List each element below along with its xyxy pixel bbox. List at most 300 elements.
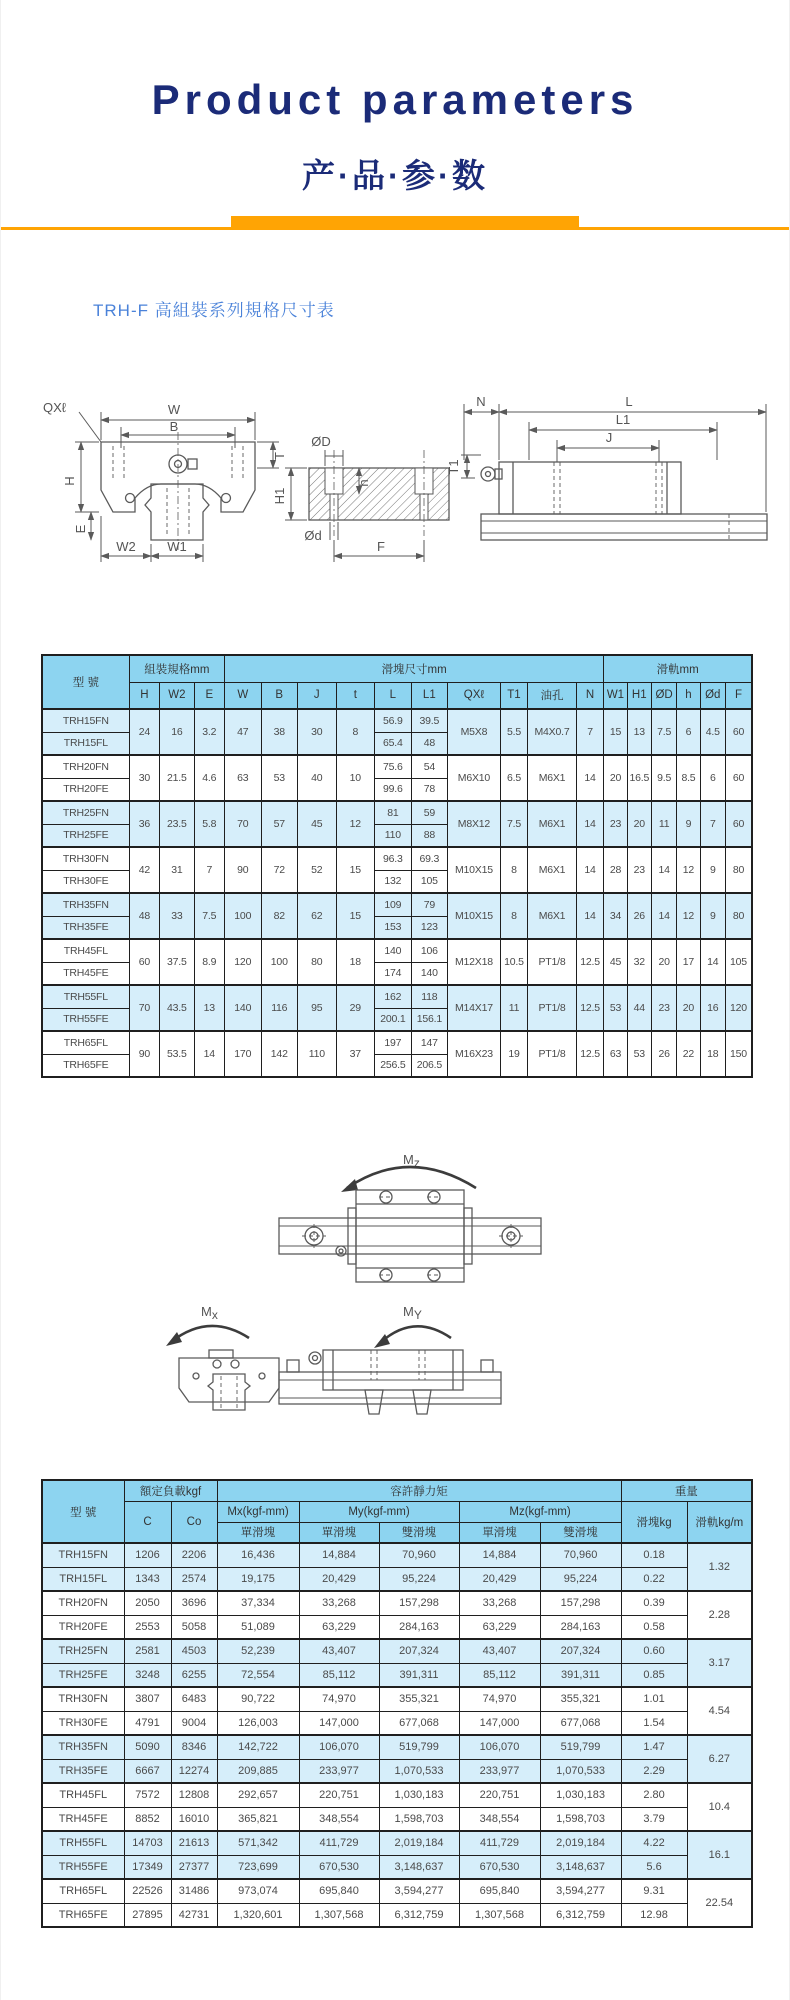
cell: 3,594,277: [379, 1879, 459, 1903]
cell: 120: [725, 985, 752, 1031]
cell: 45: [604, 939, 627, 985]
page-title-en: Product parameters: [151, 76, 639, 123]
cell: 70: [225, 801, 262, 847]
cell: 72,554: [217, 1663, 299, 1687]
cell: 19,175: [217, 1567, 299, 1591]
model-cell: TRH65FL: [42, 1879, 124, 1903]
table-header-row: [42, 655, 752, 682]
cell: 18: [336, 939, 375, 985]
cell: 33,268: [459, 1591, 540, 1615]
cell: 2581: [124, 1639, 171, 1663]
cell: 34: [604, 893, 627, 939]
cell: 6483: [171, 1687, 217, 1711]
cell: 100: [261, 939, 298, 985]
cell: 140: [225, 985, 262, 1031]
model-cell: TRH55FL: [42, 985, 129, 1008]
header-moment: My(kgf-mm): [299, 1501, 459, 1522]
cell: 292,657: [217, 1783, 299, 1807]
cell: 6: [677, 709, 700, 755]
model-cell: TRH25FN: [42, 1639, 124, 1663]
cell: 220,751: [299, 1783, 379, 1807]
cell: 11: [651, 801, 676, 847]
dimension-diagram: [29, 300, 769, 600]
cell: 90: [129, 1031, 159, 1077]
cell: 157,298: [540, 1591, 621, 1615]
table-row: [42, 893, 752, 916]
cell: PT1/8: [528, 1031, 577, 1077]
cell: 519,799: [540, 1735, 621, 1759]
cell: 106,070: [459, 1735, 540, 1759]
model-cell: TRH65FE: [42, 1903, 124, 1927]
header-cell: H1: [627, 682, 651, 709]
header-cell: Co: [171, 1501, 217, 1543]
cell: 10: [336, 755, 375, 801]
cell: 15: [336, 893, 375, 939]
table-row: [42, 1031, 752, 1054]
cell: 256.5: [375, 1054, 412, 1077]
rail-weight-cell: 16.1: [687, 1831, 752, 1879]
cell: 1,320,601: [217, 1903, 299, 1927]
header-cell: 滑軌kg/m: [687, 1501, 752, 1543]
moment-diagram: [151, 1118, 651, 1450]
cell: 60: [129, 939, 159, 985]
cell: M12X18: [448, 939, 501, 985]
cell: 3248: [124, 1663, 171, 1687]
cell: 6,312,759: [540, 1903, 621, 1927]
cell: 96.3: [375, 847, 412, 870]
cell: 16.5: [627, 755, 651, 801]
header-cell: W: [225, 682, 262, 709]
cell: 147,000: [299, 1711, 379, 1735]
cell: 14703: [124, 1831, 171, 1855]
cell: 3.2: [194, 709, 224, 755]
cell: 70,960: [540, 1543, 621, 1567]
cell: 105: [411, 870, 448, 893]
model-cell: TRH35FE: [42, 916, 129, 939]
cell: 74,970: [459, 1687, 540, 1711]
cell: 57: [261, 801, 298, 847]
cell: 21613: [171, 1831, 217, 1855]
table-row: [42, 1663, 752, 1687]
dim-label-od-bot: Ød: [304, 528, 322, 543]
cell: 7.5: [194, 893, 224, 939]
model-cell: TRH30FN: [42, 847, 129, 870]
cell: 85,112: [299, 1663, 379, 1687]
dim-label-l1: L1: [615, 412, 631, 427]
cell: 8: [500, 893, 527, 939]
cell: 24: [129, 709, 159, 755]
header-cell: L: [375, 682, 412, 709]
cell: 12.5: [576, 985, 603, 1031]
cell: 156.1: [411, 1008, 448, 1031]
cell: 82: [261, 893, 298, 939]
cell: 147,000: [459, 1711, 540, 1735]
cell: 48: [411, 732, 448, 755]
model-cell: TRH20FE: [42, 778, 129, 801]
cell: 355,321: [379, 1687, 459, 1711]
model-cell: TRH15FL: [42, 732, 129, 755]
cell: 14,884: [299, 1543, 379, 1567]
header-cell: J: [298, 682, 337, 709]
cell: 110: [298, 1031, 337, 1077]
cell: 1.01: [621, 1687, 687, 1711]
cell: 20: [651, 939, 676, 985]
cell: 7.5: [500, 801, 527, 847]
cell: 20: [604, 755, 627, 801]
cell: 3807: [124, 1687, 171, 1711]
rail-weight-cell: 6.27: [687, 1735, 752, 1783]
cell: 170: [225, 1031, 262, 1077]
dim-label-h1: H1: [272, 487, 287, 505]
table-row: [42, 1855, 752, 1879]
cell: 695,840: [459, 1879, 540, 1903]
cell: 695,840: [299, 1879, 379, 1903]
cell: PT1/8: [528, 939, 577, 985]
cell: 95: [298, 985, 337, 1031]
cell: 6.5: [500, 755, 527, 801]
cell: 31: [160, 847, 194, 893]
rail-weight-cell: 10.4: [687, 1783, 752, 1831]
model-cell: TRH65FL: [42, 1031, 129, 1054]
cell: 47: [225, 709, 262, 755]
model-cell: TRH15FN: [42, 709, 129, 732]
table-row: [42, 939, 752, 962]
cell: 56.9: [375, 709, 412, 732]
cell: 70,960: [379, 1543, 459, 1567]
cell: 51,089: [217, 1615, 299, 1639]
cell: M10X15: [448, 893, 501, 939]
cell: 391,311: [540, 1663, 621, 1687]
cell: 142,722: [217, 1735, 299, 1759]
cell: 5.6: [621, 1855, 687, 1879]
table-row: [42, 1615, 752, 1639]
header-model: 型 號: [42, 1480, 124, 1543]
cell: 1.47: [621, 1735, 687, 1759]
dim-label-w1: W1: [167, 539, 187, 554]
cell: 72: [261, 847, 298, 893]
cell: 12.98: [621, 1903, 687, 1927]
cell: 12.5: [576, 1031, 603, 1077]
cell: 0.22: [621, 1567, 687, 1591]
model-cell: TRH45FL: [42, 1783, 124, 1807]
cell: 5090: [124, 1735, 171, 1759]
cell: 3696: [171, 1591, 217, 1615]
header-moment: Mz(kgf-mm): [459, 1501, 621, 1522]
cell: PT1/8: [528, 985, 577, 1031]
cell: 4791: [124, 1711, 171, 1735]
dim-label-od-top: ØD: [311, 434, 331, 449]
cell: 27895: [124, 1903, 171, 1927]
cell: 973,074: [217, 1879, 299, 1903]
cell: 36: [129, 801, 159, 847]
cell: 29: [336, 985, 375, 1031]
table-row: [42, 1567, 752, 1591]
table-row: [42, 1639, 752, 1663]
rail-section-view: [272, 434, 449, 562]
cell: 16: [700, 985, 725, 1031]
cell: 20,429: [299, 1567, 379, 1591]
cell: 7.5: [651, 709, 676, 755]
cell: 0.39: [621, 1591, 687, 1615]
cell: 116: [261, 985, 298, 1031]
cell: 7572: [124, 1783, 171, 1807]
cell: 3.79: [621, 1807, 687, 1831]
cell: 21.5: [160, 755, 194, 801]
cell: 1,070,533: [540, 1759, 621, 1783]
cell: 411,729: [299, 1831, 379, 1855]
cell: 197: [375, 1031, 412, 1054]
header-cell: QXℓ: [448, 682, 501, 709]
cell: 1206: [124, 1543, 171, 1567]
cell: 7: [576, 709, 603, 755]
cell: 15: [604, 709, 627, 755]
cell: 11: [500, 985, 527, 1031]
cell: 90,722: [217, 1687, 299, 1711]
cell: 60: [725, 709, 752, 755]
dim-label-t1: T1: [446, 459, 461, 475]
cell: 95,224: [379, 1567, 459, 1591]
header-cell: W2: [160, 682, 194, 709]
header-cell: 雙滑塊: [379, 1522, 459, 1543]
cell: 14: [651, 893, 676, 939]
dimensions-table: [41, 654, 753, 1078]
cell: 174: [375, 962, 412, 985]
cell: 60: [725, 755, 752, 801]
cell: 54: [411, 755, 448, 778]
mz-label: Mz: [403, 1152, 420, 1170]
cell: 38: [261, 709, 298, 755]
cell: 69.3: [411, 847, 448, 870]
cell: 63,229: [299, 1615, 379, 1639]
rail-weight-cell: 3.17: [687, 1639, 752, 1687]
model-cell: TRH25FN: [42, 801, 129, 824]
cell: 14: [576, 801, 603, 847]
cell: 5058: [171, 1615, 217, 1639]
cell: 4.22: [621, 1831, 687, 1855]
cell: 723,699: [217, 1855, 299, 1879]
cell: 70: [129, 985, 159, 1031]
cell: 8: [500, 847, 527, 893]
cell: 14: [576, 847, 603, 893]
cell: 5.5: [500, 709, 527, 755]
table-row: [42, 1783, 752, 1807]
dim-label-h-small: h: [356, 479, 371, 487]
header-cell: 滑塊kg: [621, 1501, 687, 1543]
cell: 13: [194, 985, 224, 1031]
cell: 670,530: [299, 1855, 379, 1879]
cell: 571,342: [217, 1831, 299, 1855]
cell: 14: [651, 847, 676, 893]
cell: 45: [298, 801, 337, 847]
table-row: [42, 709, 752, 732]
cell: 106,070: [299, 1735, 379, 1759]
cell: 59: [411, 801, 448, 824]
model-cell: TRH20FN: [42, 1591, 124, 1615]
cell: 4503: [171, 1639, 217, 1663]
cell: 65.4: [375, 732, 412, 755]
mz-view: [279, 1152, 541, 1282]
cell: 4.5: [700, 709, 725, 755]
cell: 9.31: [621, 1879, 687, 1903]
model-cell: TRH55FE: [42, 1855, 124, 1879]
cell: 6667: [124, 1759, 171, 1783]
cell: 8852: [124, 1807, 171, 1831]
table-header-row: [42, 1501, 752, 1522]
dim-label-w: W: [167, 402, 181, 417]
model-cell: TRH65FE: [42, 1054, 129, 1077]
cell: 63: [604, 1031, 627, 1077]
table-row: [42, 1591, 752, 1615]
model-cell: TRH15FN: [42, 1543, 124, 1567]
cell: 120: [225, 939, 262, 985]
model-cell: TRH35FE: [42, 1759, 124, 1783]
cell: 28: [604, 847, 627, 893]
cell: 52,239: [217, 1639, 299, 1663]
cell: M6X10: [448, 755, 501, 801]
header-group: 組裝規格mm: [129, 655, 224, 682]
cell: 53: [261, 755, 298, 801]
cell: M4X0.7: [528, 709, 577, 755]
cell: M6X1: [528, 801, 577, 847]
dim-label-n: N: [476, 394, 486, 409]
cell: 23: [604, 801, 627, 847]
cell: 60: [725, 801, 752, 847]
cell: 2050: [124, 1591, 171, 1615]
cell: 153: [375, 916, 412, 939]
cell: 2206: [171, 1543, 217, 1567]
cell: 9.5: [651, 755, 676, 801]
table-row: [42, 1711, 752, 1735]
cell: 30: [298, 709, 337, 755]
rail-weight-cell: 1.32: [687, 1543, 752, 1591]
section-title: TRH-F 高組裝系列規格尺寸表: [93, 301, 335, 320]
cell: 44: [627, 985, 651, 1031]
cell: 2,019,184: [540, 1831, 621, 1855]
dim-label-qxl: QXℓ: [43, 400, 66, 415]
cell: 106: [411, 939, 448, 962]
cell: 16,436: [217, 1543, 299, 1567]
header-cell: 雙滑塊: [540, 1522, 621, 1543]
cell: 132: [375, 870, 412, 893]
cell: 26: [627, 893, 651, 939]
cell: 30: [129, 755, 159, 801]
cell: 2553: [124, 1615, 171, 1639]
cell: M14X17: [448, 985, 501, 1031]
table-row: [42, 1759, 752, 1783]
cell: 42: [129, 847, 159, 893]
cell: 26: [651, 1031, 676, 1077]
cell: 33: [160, 893, 194, 939]
cell: 8.5: [677, 755, 700, 801]
cell: 209,885: [217, 1759, 299, 1783]
cell: 78: [411, 778, 448, 801]
cell: 2574: [171, 1567, 217, 1591]
cell: 1,070,533: [379, 1759, 459, 1783]
cell: 206.5: [411, 1054, 448, 1077]
cell: M6X1: [528, 847, 577, 893]
cell: 1,307,568: [459, 1903, 540, 1927]
cell: 37,334: [217, 1591, 299, 1615]
model-cell: TRH55FL: [42, 1831, 124, 1855]
cell: 123: [411, 916, 448, 939]
cell: 19: [500, 1031, 527, 1077]
model-cell: TRH45FE: [42, 962, 129, 985]
cell: 105: [725, 939, 752, 985]
cell: 8: [336, 709, 375, 755]
cell: 14,884: [459, 1543, 540, 1567]
cell: 670,530: [459, 1855, 540, 1879]
cell: 12.5: [576, 939, 603, 985]
cell: 62: [298, 893, 337, 939]
dim-label-b: B: [169, 419, 179, 434]
cell: 20,429: [459, 1567, 540, 1591]
model-cell: TRH20FN: [42, 755, 129, 778]
cell: 80: [298, 939, 337, 985]
cell: 43,407: [459, 1639, 540, 1663]
cell: 23.5: [160, 801, 194, 847]
dim-label-l: L: [625, 394, 633, 409]
cell: 15: [336, 847, 375, 893]
cell: 1,307,568: [299, 1903, 379, 1927]
cell: 147: [411, 1031, 448, 1054]
cell: 100: [225, 893, 262, 939]
side-view: [446, 394, 767, 540]
dim-label-t: T: [272, 452, 287, 460]
cell: 7: [194, 847, 224, 893]
cell: 6255: [171, 1663, 217, 1687]
cell: 32: [627, 939, 651, 985]
cell: 348,554: [299, 1807, 379, 1831]
cell: 142: [261, 1031, 298, 1077]
rail-weight-cell: 22.54: [687, 1879, 752, 1927]
cell: 157,298: [379, 1591, 459, 1615]
cell: 20: [677, 985, 700, 1031]
cell: 74,970: [299, 1687, 379, 1711]
cell: 1343: [124, 1567, 171, 1591]
header-cell: 單滑塊: [459, 1522, 540, 1543]
cell: 43,407: [299, 1639, 379, 1663]
cell: 0.58: [621, 1615, 687, 1639]
header-group: 額定負載kgf: [124, 1480, 217, 1501]
cell: M6X1: [528, 893, 577, 939]
cell: 33,268: [299, 1591, 379, 1615]
cell: 53: [627, 1031, 651, 1077]
cell: 80: [725, 847, 752, 893]
my-label: MY: [403, 1304, 422, 1322]
table-row: [42, 755, 752, 778]
cell: 1,030,183: [540, 1783, 621, 1807]
cell: 126,003: [217, 1711, 299, 1735]
cell: 3,148,637: [379, 1855, 459, 1879]
cell: 8346: [171, 1735, 217, 1759]
cell: 162: [375, 985, 412, 1008]
cell: 23: [627, 847, 651, 893]
cell: 14: [576, 893, 603, 939]
cell: 48: [129, 893, 159, 939]
cell: 233,977: [459, 1759, 540, 1783]
header-model: 型 號: [42, 655, 129, 709]
model-cell: TRH45FL: [42, 939, 129, 962]
header-cell: L1: [411, 682, 448, 709]
cell: 90: [225, 847, 262, 893]
mx-label: Mx: [201, 1304, 218, 1322]
cell: 118: [411, 985, 448, 1008]
cell: 9: [700, 893, 725, 939]
my-view: [279, 1304, 501, 1414]
cell: 0.85: [621, 1663, 687, 1687]
dim-label-e: E: [73, 524, 88, 534]
cell: 140: [411, 962, 448, 985]
